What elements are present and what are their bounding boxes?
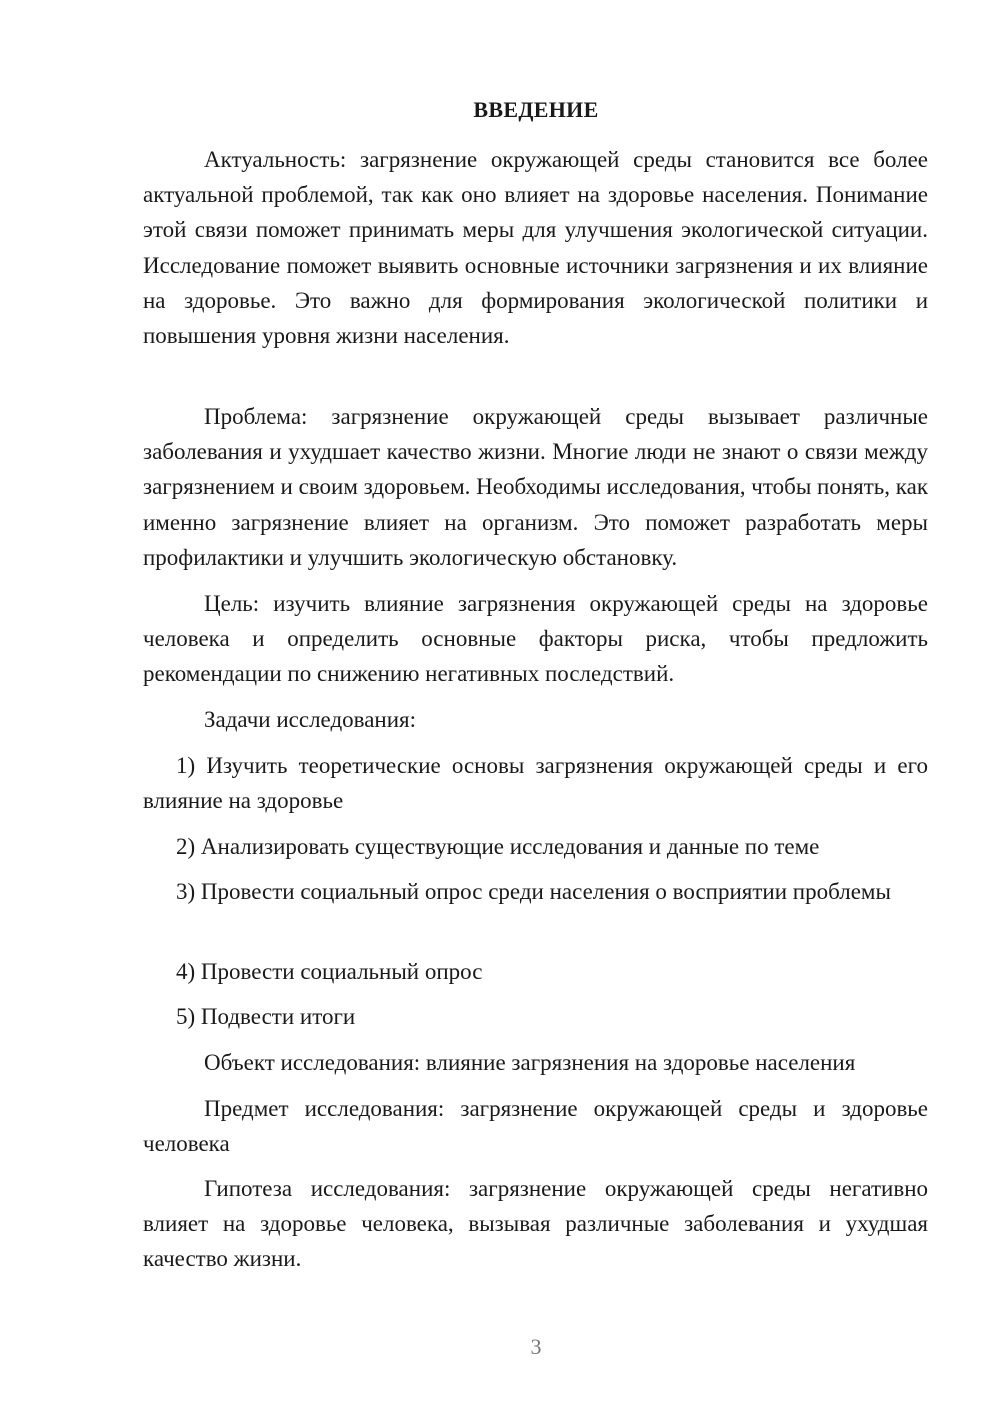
task-item-4: 4) Провести социальный опрос	[176, 959, 483, 984]
task-item-2: 2) Анализировать существующие исследования и данные по теме	[176, 834, 820, 859]
problem-paragraph: Проблема: загрязнение окружающей среды вызывает различные заболевания и ухудшает качество жизни. Многие люди не знают о связи между загрязнением и своим здоровьем. Необходимы исследования, чтобы понять, как именно загрязнение влияет на организм. Это поможет разработать меры профилактики и улучшить экологическую обстановку.	[143, 404, 928, 570]
tasks-heading: Задачи исследования:	[204, 707, 417, 732]
object-paragraph: Объект исследования: влияние загрязнения на здоровье населения	[204, 1050, 856, 1075]
task-item-1: 1) Изучить теоретические основы загрязнения окружающей среды и его влияние на здоровье	[143, 753, 928, 814]
task-item-3: 3) Провести социальный опрос среди населения о восприятии проблемы	[176, 879, 891, 904]
relevance-paragraph: Актуальность: загрязнение окружающей среды становится все более актуальной проблемой, так как оно влияет на здоровье населения. Понимание этой связи поможет принимать меры для улучшения экологической ситуации. Исследование поможет выявить основные источники загрязнения и их влияние на здоровье. Это важно для формирования экологической политики и повышения уровня жизни населения.	[143, 147, 928, 349]
task-item-5: 5) Подвести итоги	[176, 1004, 356, 1029]
page-number: 3	[530, 1334, 542, 1359]
subject-paragraph: Предмет исследования: загрязнение окружающей среды и здоровье человека	[143, 1096, 928, 1157]
page-title: ВВЕДЕНИЕ	[473, 97, 599, 122]
hypothesis-paragraph: Гипотеза исследования: загрязнение окружающей среды негативно влияет на здоровье человека, вызывая различные заболевания и ухудшая качество жизни.	[143, 1176, 928, 1272]
goal-paragraph: Цель: изучить влияние загрязнения окружающей среды на здоровье человека и определить основные факторы риска, чтобы предложить рекомендации по снижению негативных последствий.	[143, 591, 928, 687]
